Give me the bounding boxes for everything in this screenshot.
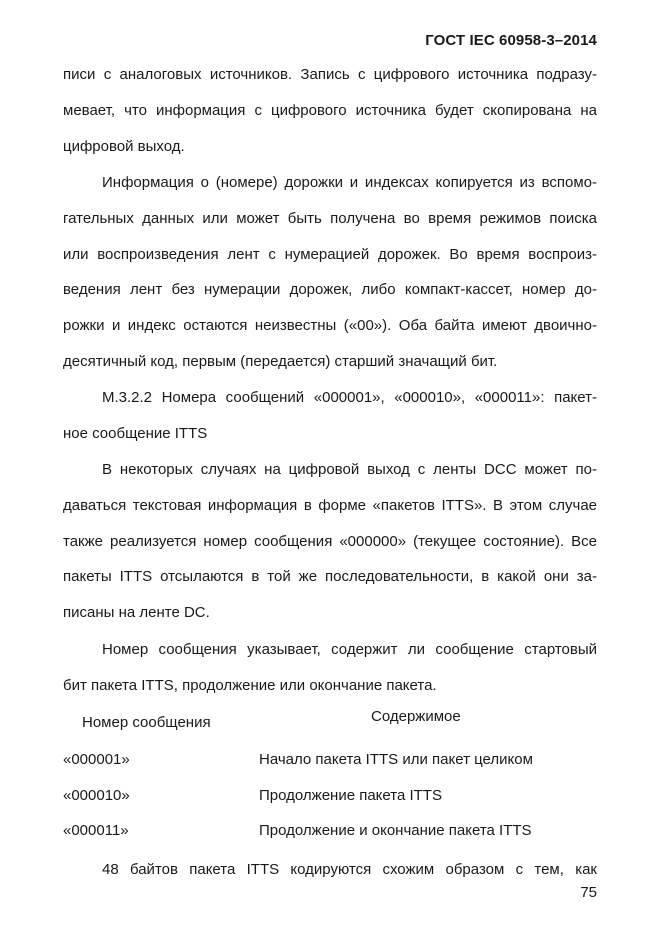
column-header-message-number: Номер сообщения [82,714,211,731]
message-code: «000001» [63,751,130,768]
text-line: мевает, что информация с цифрового источника будет скопирована на [63,101,597,119]
text-line: цифровой выход. [63,137,185,155]
text-line: Номер сообщения указывает, содержит ли сообщение стартовый [102,641,597,658]
text-line: пакеты ITTS отсылаются в той же последовательности, в какой они за- [63,568,597,586]
message-description: Начало пакета ITTS или пакет целиком [259,751,533,768]
text-line: рожки и индекс остаются неизвестны («00»). Оба байта имеют двоично- [63,317,597,335]
text-line: бит пакета ITTS, продолжение или окончание пакета. [63,676,437,694]
section-heading-m3-2-2 [63,380,597,452]
message-description: Продолжение и окончание пакета ITTS [259,822,532,839]
text-line: или воспроизведения лент с нумерацией дорожек. Во время воспроиз- [63,245,597,263]
message-number-table [63,710,597,840]
table-row [63,787,597,817]
paragraph-message-number [63,632,597,704]
text-line: даваться текстовая информация в форме «пакетов ITTS». В этом случае [63,496,597,514]
text-line: ведения лент без нумерации дорожек, либо компакт-кассет, номер до- [63,281,597,299]
paragraph-itts-encoding [63,852,597,888]
message-description: Продолжение пакета ITTS [259,787,442,804]
table-row [63,822,597,852]
standard-header: ГОСТ IEC 60958-3–2014 [425,32,597,49]
text-line: десятичный код, первым (передается) старший значащий бит. [63,352,498,370]
text-line: также реализуется номер сообщения «000000» (текущее состояние). Все [63,532,597,550]
paragraph-track-info [63,165,597,380]
page-number: 75 [580,884,597,901]
text-line: 48 байтов пакета ITTS кодируются схожим образом с тем, как [102,861,597,878]
text-line: ное сообщение ITTS [63,424,208,442]
text-line: гательных данных или может быть получена во время режимов поиска [63,209,597,227]
text-line: писи с аналоговых источников. Запись с цифрового источника подразу- [63,66,597,83]
text-line: М.3.2.2 Номера сообщений «000001», «000010», «000011»: пакет- [102,389,597,406]
table-header [63,710,597,740]
paragraph-recording-sources [63,57,597,164]
text-line: Информация о (номере) дорожки и индексах копируется из вспомо- [102,174,597,191]
table-row [63,751,597,781]
paragraph-itts-packets [63,452,597,631]
text-line: В некоторых случаях на цифровой выход с ленты DCC может по- [102,461,597,478]
text-line: писаны на ленте DC. [63,604,210,622]
message-code: «000011» [63,822,129,839]
message-code: «000010» [63,787,130,804]
column-header-contents: Содержимое [371,708,461,725]
